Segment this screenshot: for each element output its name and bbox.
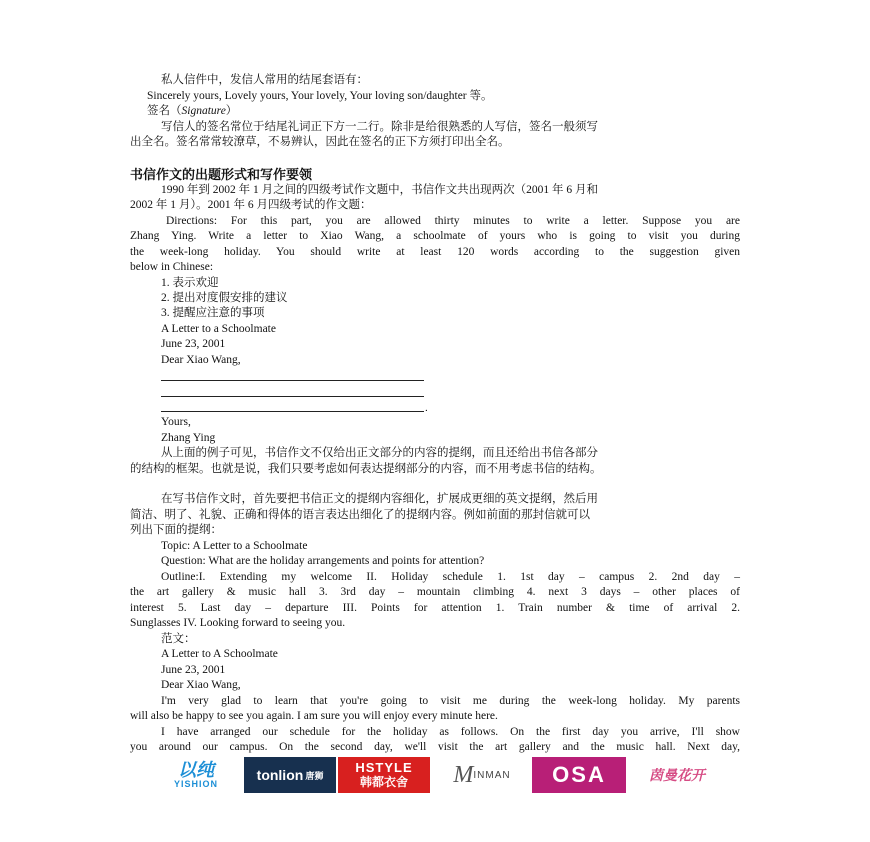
sample-para2-line-1: I have arranged our schedule for the holiday as follows. On the first day you arrive, I'll show	[161, 726, 740, 738]
hstyle-logo[interactable]: HSTYLE 韩都衣舍	[338, 757, 430, 793]
outline-question: Question: What are the holiday arrangements and points for attention?	[161, 555, 485, 567]
signature-para-line-2: 出全名。签名常常较潦草，不易辨认，因此在签名的正下方须打印出全名。	[130, 136, 510, 148]
blank-line-1	[161, 380, 424, 381]
method-line-1: 在写书信作文时，首先要把书信正文的提纲内容细化，扩展成更细的英文提纲，然后用	[161, 493, 598, 505]
sample-date: June 23, 2001	[161, 664, 226, 676]
suggestion-item-2: 2. 提出对度假安排的建议	[161, 292, 288, 304]
directions-line-4: below in Chinese:	[130, 261, 214, 273]
yishion-logo[interactable]: 以纯 YISHION	[173, 760, 218, 789]
flower-brand-logo[interactable]: 茵曼花开	[649, 767, 705, 783]
exam-history-line-2: 2002 年 1 月）。2001 年 6 月四级考试的作文题：	[130, 199, 372, 211]
section-heading: 书信作文的出题形式和写作要领	[130, 168, 313, 183]
sample-salutation: Dear Xiao Wang,	[161, 679, 241, 691]
signature-label: 签名（Signature）	[147, 105, 238, 117]
sample-label: 范文：	[161, 633, 196, 645]
sample-para1-line-1: I'm very glad to learn that you're going to visit me during the week-long holiday. My parents	[161, 695, 740, 707]
directions-line-3: the week-long holiday. You should write at least 120 words according to the suggestion given	[130, 246, 740, 258]
tonlion-logo[interactable]: tonlion 唐狮	[244, 757, 336, 793]
suggestion-item-3: 3. 提醒应注意的事项	[161, 307, 265, 319]
exam-history-line-1: 1990 年到 2002 年 1 月之间的四级考试作文题中，书信作文共出现两次（2001 年 6 月和	[161, 184, 598, 196]
outline-line-2: the art gallery & music hall 3. 3rd day – mountain climbing 4. next 3 days – other places of	[130, 586, 740, 598]
sample-para2-line-2: you around our campus. On the second day, we'll visit the art gallery and the music hall. Next day,	[130, 741, 740, 753]
brand-ad-banner[interactable]	[160, 757, 720, 797]
blank-line-2	[161, 396, 424, 397]
outline-line-4: Sunglasses IV. Looking forward to seeing you.	[130, 617, 346, 629]
letter-signature: Zhang Ying	[161, 432, 216, 444]
analysis-line-2: 的结构的框架。也就是说，我们只要考虑如何表达提纲部分的内容，而不用考虑书信的结构。	[130, 463, 602, 475]
blank-line-period: .	[425, 402, 428, 414]
letter-salutation: Dear Xiao Wang,	[161, 354, 241, 366]
outline-line-1: Outline:I. Extending my welcome II. Holiday schedule 1. 1st day – campus 2. 2nd day –	[161, 571, 740, 583]
letter-date: June 23, 2001	[161, 338, 226, 350]
method-line-2: 简洁、明了、礼貌、正确和得体的语言表达出细化了的提纲内容。例如前面的那封信就可以	[130, 509, 590, 521]
closing-phrases-intro: 私人信件中，发信人常用的结尾套语有：	[161, 74, 368, 86]
outline-topic: Topic: A Letter to a Schoolmate	[161, 540, 308, 552]
letter-closing: Yours,	[161, 416, 191, 428]
method-line-3: 列出下面的提纲：	[130, 524, 222, 536]
signature-para-line-1: 写信人的签名常位于结尾礼词正下方一二行。除非是给很熟悉的人写信，签名一般须写	[161, 121, 598, 133]
letter-title: A Letter to a Schoolmate	[161, 323, 276, 335]
directions-line-1: Directions: For this part, you are allowed thirty minutes to write a letter. Suppose you are	[166, 215, 740, 227]
suggestion-item-1: 1. 表示欢迎	[161, 277, 219, 289]
directions-line-2: Zhang Ying. Write a letter to Xiao Wang, a schoolmate of yours who is going to visit you during	[130, 230, 740, 242]
outline-line-3: interest 5. Last day – departure III. Points for attention 1. Train number & time of arrival 2.	[130, 602, 740, 614]
sample-title: A Letter to A Schoolmate	[161, 648, 278, 660]
blank-line-3	[161, 411, 424, 412]
inman-logo[interactable]: M INMAN	[453, 761, 511, 788]
osa-logo[interactable]: OSA	[532, 757, 626, 793]
analysis-line-1: 从上面的例子可见，书信作文不仅给出正文部分的内容的提纲，而且还给出书信各部分	[161, 447, 598, 459]
sample-para1-line-2: will also be happy to see you again. I am sure you will enjoy every minute here.	[130, 710, 498, 722]
closing-phrases-list: Sincerely yours, Lovely yours, Your lovely, Your loving son/daughter 等。	[147, 90, 493, 102]
